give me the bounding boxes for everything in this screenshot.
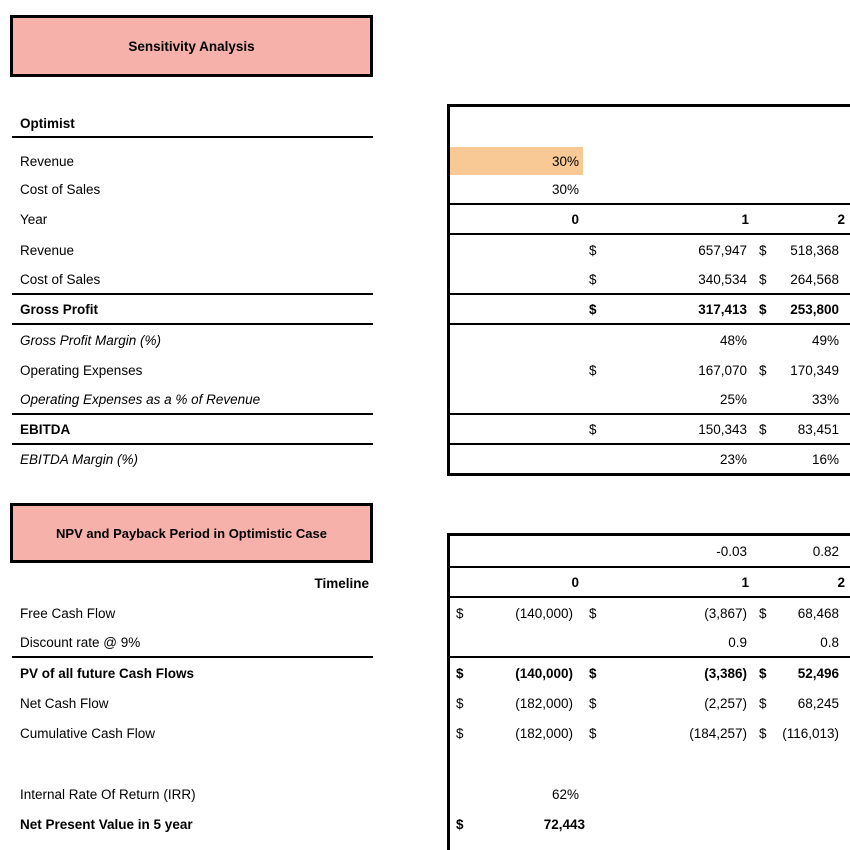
empty-cell — [450, 265, 583, 293]
dollar-sign: $ — [589, 605, 597, 621]
row-pv-cash-flows — [450, 658, 850, 688]
dollar-sign: $ — [759, 242, 767, 258]
timeline-0-header: 0 — [571, 574, 579, 590]
cos-y1-cell — [583, 265, 753, 293]
sensitivity-table — [447, 104, 850, 476]
gross-profit-y1-cell — [583, 295, 753, 323]
row-opex — [450, 355, 850, 385]
dollar-sign: $ — [589, 665, 597, 681]
empty-cell — [450, 445, 583, 473]
row-net-cash-flow — [450, 688, 850, 718]
cell-value: 52,496 — [797, 665, 839, 681]
year-2-header: 2 — [837, 211, 845, 227]
row-gross-profit — [450, 295, 850, 325]
year-0-header: 0 — [571, 211, 579, 227]
row-cumulative-cash-flow — [450, 718, 850, 748]
npv-value-cell — [450, 808, 595, 840]
empty-cell — [583, 780, 753, 808]
dollar-sign: $ — [759, 725, 767, 741]
row-cos-sensitivity — [450, 175, 850, 203]
discount-y2-cell: 0.8 — [820, 634, 839, 650]
ncf-y2-cell — [753, 688, 850, 718]
row-timeline-header — [450, 568, 850, 598]
label-revenue-assumption: Revenue — [20, 153, 75, 169]
npv-header-box — [10, 503, 373, 563]
dollar-sign: $ — [759, 605, 767, 621]
ccf-y2-cell — [753, 718, 850, 748]
label-cost-of-sales-assumption: Cost of Sales — [20, 181, 101, 197]
row-year-header — [450, 203, 850, 235]
sensitivity-title: Sensitivity Analysis — [128, 38, 255, 54]
cell-value: 657,947 — [698, 242, 747, 258]
label-cost-of-sales: Cost of Sales — [12, 265, 373, 295]
cell-value: (182,000) — [515, 725, 573, 741]
timeline-1-header: 1 — [741, 574, 749, 590]
ncf-y0-cell — [450, 688, 583, 718]
ccf-y0-cell — [450, 718, 583, 748]
opex-y1-cell — [583, 355, 753, 385]
label-revenue: Revenue — [20, 242, 75, 258]
label-pv-future-cash-flows: PV of all future Cash Flows — [20, 665, 195, 681]
cell-value: 253,800 — [790, 301, 839, 317]
ebitda-margin-y1-cell: 23% — [719, 451, 747, 467]
dollar-sign: $ — [456, 816, 464, 832]
label-timeline: Timeline — [314, 575, 369, 591]
pv-y0-cell — [450, 658, 583, 688]
empty-cell — [583, 175, 753, 203]
cell-value: 83,451 — [797, 421, 839, 437]
cell-value: (3,386) — [704, 665, 747, 681]
row-free-cash-flow — [450, 598, 850, 628]
cell-value: 167,070 — [698, 362, 747, 378]
dollar-sign: $ — [759, 362, 767, 378]
empty-cell — [583, 147, 753, 175]
sensitivity-header-box — [10, 15, 373, 77]
year-1-header: 1 — [741, 211, 749, 227]
cell-value: (182,000) — [515, 695, 573, 711]
cell-value: 72,443 — [543, 816, 585, 832]
label-free-cash-flow: Free Cash Flow — [20, 605, 116, 621]
empty-cell — [450, 536, 583, 566]
row-discount-factor — [450, 628, 850, 658]
irr-value-cell: 62% — [551, 786, 579, 802]
empty-cell — [450, 355, 583, 385]
cell-value: (3,867) — [704, 605, 747, 621]
opex-pct-y2-cell: 33% — [811, 391, 839, 407]
row-revenue-values — [450, 235, 850, 265]
cell-value: 68,468 — [797, 605, 839, 621]
fcf-y1-cell — [583, 598, 753, 628]
empty-cell — [753, 780, 850, 808]
row-filler — [450, 840, 850, 850]
label-operating-expenses: Operating Expenses — [20, 362, 143, 378]
empty-cell — [450, 415, 583, 443]
ebitda-y2-cell — [753, 415, 850, 443]
cell-value: (184,257) — [689, 725, 747, 741]
npv-title: NPV and Payback Period in Optimistic Case — [56, 525, 327, 541]
row-ebitda — [450, 415, 850, 445]
dollar-sign: $ — [759, 665, 767, 681]
cos-y2-cell — [753, 265, 850, 293]
ccf-y1-cell — [583, 718, 753, 748]
opex-y2-cell — [753, 355, 850, 385]
cell-value: 317,413 — [698, 301, 747, 317]
label-optimist: Optimist — [12, 110, 373, 138]
cos-sensitivity-cell: 30% — [551, 181, 579, 197]
dollar-sign: $ — [759, 301, 767, 317]
empty-cell — [765, 808, 850, 840]
empty-cell — [450, 325, 583, 355]
cell-value: 170,349 — [790, 362, 839, 378]
label-npv-5-year: Net Present Value in 5 year — [20, 816, 193, 832]
ncf-y1-cell — [583, 688, 753, 718]
label-ebitda-margin: EBITDA Margin (%) — [20, 451, 139, 467]
dollar-sign: $ — [589, 421, 597, 437]
dollar-sign: $ — [589, 271, 597, 287]
row-cos-values — [450, 265, 850, 295]
discount-y1-cell: 0.9 — [728, 634, 747, 650]
empty-cell — [595, 808, 765, 840]
dollar-sign: $ — [589, 725, 597, 741]
factor-y1-cell: -0.03 — [716, 543, 747, 559]
opex-pct-y1-cell: 25% — [719, 391, 747, 407]
ebitda-margin-y2-cell: 16% — [811, 451, 839, 467]
fcf-y0-cell — [450, 598, 583, 628]
row-irr — [450, 780, 850, 808]
npv-table — [447, 533, 850, 850]
revenue-y2-cell — [753, 235, 850, 265]
gp-margin-y1-cell: 48% — [719, 332, 747, 348]
empty-cell — [753, 147, 850, 175]
label-discount-rate: Discount rate @ 9% — [12, 628, 373, 658]
dollar-sign: $ — [456, 665, 464, 681]
empty-cell — [450, 235, 583, 265]
pv-y2-cell — [753, 658, 850, 688]
label-gross-profit-margin: Gross Profit Margin (%) — [20, 332, 162, 348]
row-ebitda-margin — [450, 445, 850, 473]
label-opex-pct-of-revenue: Operating Expenses as a % of Revenue — [12, 385, 373, 415]
empty-cell — [450, 628, 583, 656]
dollar-sign: $ — [456, 695, 464, 711]
dollar-sign: $ — [759, 695, 767, 711]
row-factors — [450, 536, 850, 568]
empty-cell — [753, 175, 850, 203]
revenue-y1-cell — [583, 235, 753, 265]
cell-value: (116,013) — [782, 725, 839, 741]
label-year: Year — [20, 211, 48, 227]
gp-margin-y2-cell: 49% — [811, 332, 839, 348]
pv-y1-cell — [583, 658, 753, 688]
cell-value: (140,000) — [515, 605, 573, 621]
label-irr: Internal Rate Of Return (IRR) — [20, 786, 196, 802]
dollar-sign: $ — [456, 725, 464, 741]
cell-value: 518,368 — [790, 242, 839, 258]
label-gross-profit: Gross Profit — [12, 295, 373, 325]
cell-value: 264,568 — [790, 271, 839, 287]
dollar-sign: $ — [589, 301, 597, 317]
ebitda-y1-cell — [583, 415, 753, 443]
row-opex-pct — [450, 385, 850, 415]
cell-value: 68,245 — [797, 695, 839, 711]
cell-value: (2,257) — [704, 695, 747, 711]
fcf-y2-cell — [753, 598, 850, 628]
dollar-sign: $ — [456, 605, 464, 621]
dollar-sign: $ — [759, 271, 767, 287]
dollar-sign: $ — [589, 695, 597, 711]
cell-value: 340,534 — [698, 271, 747, 287]
label-net-cash-flow: Net Cash Flow — [20, 695, 109, 711]
revenue-sensitivity-input-cell[interactable]: 30% — [450, 147, 583, 175]
label-ebitda: EBITDA — [12, 415, 373, 445]
gross-profit-y2-cell — [753, 295, 850, 323]
row-spacer — [450, 748, 850, 780]
dollar-sign: $ — [759, 421, 767, 437]
cell-value: (140,000) — [515, 665, 573, 681]
row-spacer — [450, 107, 850, 147]
timeline-2-header: 2 — [837, 574, 845, 590]
row-npv-5-year — [450, 808, 850, 840]
dollar-sign: $ — [589, 242, 597, 258]
row-revenue-sensitivity — [450, 147, 850, 175]
factor-y2-cell: 0.82 — [812, 543, 839, 559]
label-cumulative-cash-flow: Cumulative Cash Flow — [20, 725, 156, 741]
empty-cell — [450, 385, 583, 413]
dollar-sign: $ — [589, 362, 597, 378]
empty-cell — [450, 295, 583, 323]
row-gp-margin — [450, 325, 850, 355]
cell-value: 150,343 — [698, 421, 747, 437]
